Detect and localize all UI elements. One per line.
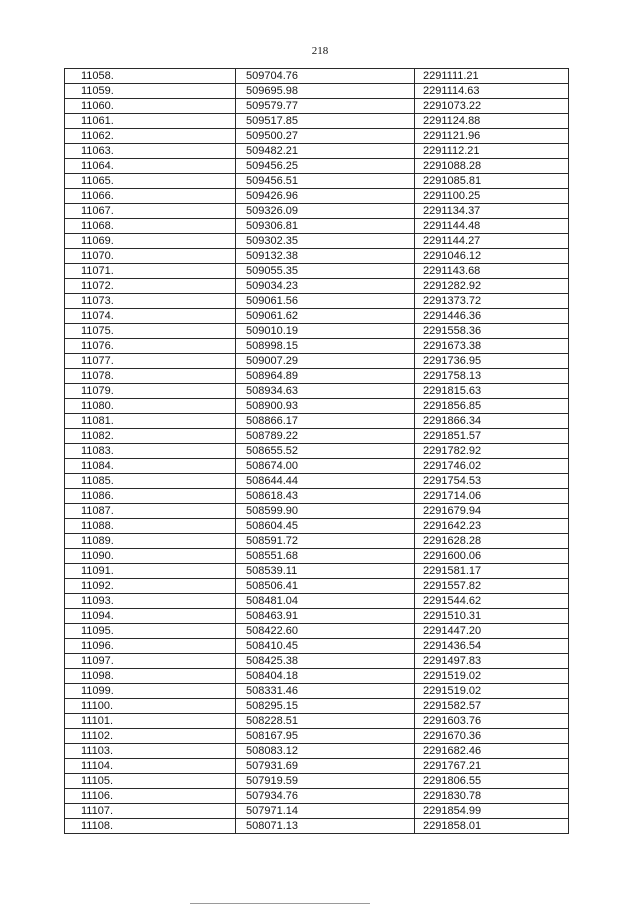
- point-number-cell: 11058.: [65, 69, 236, 84]
- point-number-cell: 11063.: [65, 144, 236, 159]
- y-coordinate-cell: 2291282.92: [415, 279, 569, 294]
- table-row: [65, 729, 569, 744]
- point-number-cell: 11067.: [65, 204, 236, 219]
- y-coordinate-cell: 2291557.82: [415, 579, 569, 594]
- x-coordinate-cell: 508167.95: [236, 729, 415, 744]
- x-coordinate-cell: 509007.29: [236, 354, 415, 369]
- table-row: [65, 369, 569, 384]
- table-row: [65, 69, 569, 84]
- y-coordinate-cell: 2291856.85: [415, 399, 569, 414]
- x-coordinate-cell: 508604.45: [236, 519, 415, 534]
- table-row: [65, 714, 569, 729]
- x-coordinate-cell: 507934.76: [236, 789, 415, 804]
- y-coordinate-cell: 2291866.34: [415, 414, 569, 429]
- x-coordinate-cell: 509704.76: [236, 69, 415, 84]
- point-number-cell: 11101.: [65, 714, 236, 729]
- point-number-cell: 11098.: [65, 669, 236, 684]
- y-coordinate-cell: 2291100.25: [415, 189, 569, 204]
- x-coordinate-cell: 507971.14: [236, 804, 415, 819]
- table-row: [65, 819, 569, 834]
- x-coordinate-cell: 508083.12: [236, 744, 415, 759]
- y-coordinate-cell: 2291114.63: [415, 84, 569, 99]
- point-number-cell: 11104.: [65, 759, 236, 774]
- table-row: [65, 384, 569, 399]
- point-number-cell: 11070.: [65, 249, 236, 264]
- x-coordinate-cell: 508228.51: [236, 714, 415, 729]
- y-coordinate-cell: 2291111.21: [415, 69, 569, 84]
- x-coordinate-cell: 508481.04: [236, 594, 415, 609]
- point-number-cell: 11090.: [65, 549, 236, 564]
- point-number-cell: 11066.: [65, 189, 236, 204]
- y-coordinate-cell: 2291851.57: [415, 429, 569, 444]
- point-number-cell: 11073.: [65, 294, 236, 309]
- table-row: [65, 624, 569, 639]
- x-coordinate-cell: 509010.19: [236, 324, 415, 339]
- point-number-cell: 11068.: [65, 219, 236, 234]
- table-row: [65, 654, 569, 669]
- x-coordinate-cell: 509482.21: [236, 144, 415, 159]
- y-coordinate-cell: 2291758.13: [415, 369, 569, 384]
- x-coordinate-cell: 509302.35: [236, 234, 415, 249]
- point-number-cell: 11062.: [65, 129, 236, 144]
- x-coordinate-cell: 508655.52: [236, 444, 415, 459]
- point-number-cell: 11065.: [65, 174, 236, 189]
- table-row: [65, 744, 569, 759]
- table-row: [65, 174, 569, 189]
- table-row: [65, 159, 569, 174]
- y-coordinate-cell: 2291714.06: [415, 489, 569, 504]
- point-number-cell: 11095.: [65, 624, 236, 639]
- table-row: [65, 594, 569, 609]
- x-coordinate-cell: 508599.90: [236, 504, 415, 519]
- y-coordinate-cell: 2291582.57: [415, 699, 569, 714]
- x-coordinate-cell: 508674.00: [236, 459, 415, 474]
- table-row: [65, 789, 569, 804]
- x-coordinate-cell: 508539.11: [236, 564, 415, 579]
- point-number-cell: 11059.: [65, 84, 236, 99]
- table-row: [65, 264, 569, 279]
- x-coordinate-cell: 507931.69: [236, 759, 415, 774]
- y-coordinate-cell: 2291854.99: [415, 804, 569, 819]
- y-coordinate-cell: 2291144.27: [415, 234, 569, 249]
- table-row: [65, 429, 569, 444]
- point-number-cell: 11077.: [65, 354, 236, 369]
- point-number-cell: 11081.: [65, 414, 236, 429]
- table-row: [65, 189, 569, 204]
- point-number-cell: 11075.: [65, 324, 236, 339]
- x-coordinate-cell: 508618.43: [236, 489, 415, 504]
- bottom-scan-line: [190, 903, 370, 904]
- point-number-cell: 11097.: [65, 654, 236, 669]
- x-coordinate-cell: 508295.15: [236, 699, 415, 714]
- x-coordinate-cell: 507919.59: [236, 774, 415, 789]
- point-number-cell: 11071.: [65, 264, 236, 279]
- table-row: [65, 534, 569, 549]
- y-coordinate-cell: 2291603.76: [415, 714, 569, 729]
- x-coordinate-cell: 508998.15: [236, 339, 415, 354]
- x-coordinate-cell: 508551.68: [236, 549, 415, 564]
- point-number-cell: 11087.: [65, 504, 236, 519]
- table-row: [65, 474, 569, 489]
- table-body: [65, 69, 569, 834]
- point-number-cell: 11069.: [65, 234, 236, 249]
- y-coordinate-cell: 2291815.63: [415, 384, 569, 399]
- y-coordinate-cell: 2291143.68: [415, 264, 569, 279]
- table-row: [65, 549, 569, 564]
- point-number-cell: 11072.: [65, 279, 236, 294]
- y-coordinate-cell: 2291673.38: [415, 339, 569, 354]
- page-number: 218: [311, 45, 329, 57]
- y-coordinate-cell: 2291642.23: [415, 519, 569, 534]
- x-coordinate-cell: 508900.93: [236, 399, 415, 414]
- table-row: [65, 339, 569, 354]
- x-coordinate-cell: 509306.81: [236, 219, 415, 234]
- y-coordinate-cell: 2291682.46: [415, 744, 569, 759]
- x-coordinate-cell: 508331.46: [236, 684, 415, 699]
- table-row: [65, 444, 569, 459]
- table-row: [65, 774, 569, 789]
- x-coordinate-cell: 508644.44: [236, 474, 415, 489]
- x-coordinate-cell: 509456.51: [236, 174, 415, 189]
- x-coordinate-cell: 508463.91: [236, 609, 415, 624]
- table-row: [65, 804, 569, 819]
- x-coordinate-cell: 509579.77: [236, 99, 415, 114]
- y-coordinate-cell: 2291736.95: [415, 354, 569, 369]
- x-coordinate-cell: 508789.22: [236, 429, 415, 444]
- point-number-cell: 11099.: [65, 684, 236, 699]
- table-row: [65, 519, 569, 534]
- y-coordinate-cell: 2291144.48: [415, 219, 569, 234]
- x-coordinate-cell: 509061.56: [236, 294, 415, 309]
- table-row: [65, 459, 569, 474]
- point-number-cell: 11064.: [65, 159, 236, 174]
- point-number-cell: 11084.: [65, 459, 236, 474]
- y-coordinate-cell: 2291112.21: [415, 144, 569, 159]
- x-coordinate-cell: 509132.38: [236, 249, 415, 264]
- point-number-cell: 11100.: [65, 699, 236, 714]
- table-row: [65, 639, 569, 654]
- y-coordinate-cell: 2291679.94: [415, 504, 569, 519]
- x-coordinate-cell: 509034.23: [236, 279, 415, 294]
- table-row: [65, 129, 569, 144]
- point-number-cell: 11085.: [65, 474, 236, 489]
- point-number-cell: 11076.: [65, 339, 236, 354]
- y-coordinate-cell: 2291600.06: [415, 549, 569, 564]
- point-number-cell: 11093.: [65, 594, 236, 609]
- table-row: [65, 324, 569, 339]
- point-number-cell: 11086.: [65, 489, 236, 504]
- y-coordinate-cell: 2291497.83: [415, 654, 569, 669]
- point-number-cell: 11108.: [65, 819, 236, 834]
- point-number-cell: 11082.: [65, 429, 236, 444]
- y-coordinate-cell: 2291581.17: [415, 564, 569, 579]
- point-number-cell: 11079.: [65, 384, 236, 399]
- y-coordinate-cell: 2291088.28: [415, 159, 569, 174]
- table-row: [65, 564, 569, 579]
- x-coordinate-cell: 508410.45: [236, 639, 415, 654]
- x-coordinate-cell: 509426.96: [236, 189, 415, 204]
- x-coordinate-cell: 508591.72: [236, 534, 415, 549]
- point-number-cell: 11102.: [65, 729, 236, 744]
- x-coordinate-cell: 509326.09: [236, 204, 415, 219]
- x-coordinate-cell: 508964.89: [236, 369, 415, 384]
- y-coordinate-cell: 2291519.02: [415, 684, 569, 699]
- y-coordinate-cell: 2291767.21: [415, 759, 569, 774]
- table-row: [65, 84, 569, 99]
- point-number-cell: 11096.: [65, 639, 236, 654]
- y-coordinate-cell: 2291124.88: [415, 114, 569, 129]
- y-coordinate-cell: 2291558.36: [415, 324, 569, 339]
- x-coordinate-cell: 509517.85: [236, 114, 415, 129]
- x-coordinate-cell: 508934.63: [236, 384, 415, 399]
- y-coordinate-cell: 2291830.78: [415, 789, 569, 804]
- table-row: [65, 294, 569, 309]
- x-coordinate-cell: 508404.18: [236, 669, 415, 684]
- table-row: [65, 279, 569, 294]
- point-number-cell: 11103.: [65, 744, 236, 759]
- y-coordinate-cell: 2291134.37: [415, 204, 569, 219]
- table-row: [65, 204, 569, 219]
- table-row: [65, 414, 569, 429]
- point-number-cell: 11105.: [65, 774, 236, 789]
- table-row: [65, 504, 569, 519]
- y-coordinate-cell: 2291121.96: [415, 129, 569, 144]
- table-row: [65, 684, 569, 699]
- coordinate-table: [64, 68, 569, 834]
- table-row: [65, 249, 569, 264]
- point-number-cell: 11089.: [65, 534, 236, 549]
- y-coordinate-cell: 2291544.62: [415, 594, 569, 609]
- y-coordinate-cell: 2291046.12: [415, 249, 569, 264]
- point-number-cell: 11061.: [65, 114, 236, 129]
- point-number-cell: 11091.: [65, 564, 236, 579]
- table-row: [65, 234, 569, 249]
- x-coordinate-cell: 509500.27: [236, 129, 415, 144]
- x-coordinate-cell: 509695.98: [236, 84, 415, 99]
- table-row: [65, 579, 569, 594]
- point-number-cell: 11080.: [65, 399, 236, 414]
- x-coordinate-cell: 509061.62: [236, 309, 415, 324]
- y-coordinate-cell: 2291436.54: [415, 639, 569, 654]
- x-coordinate-cell: 508866.17: [236, 414, 415, 429]
- point-number-cell: 11060.: [65, 99, 236, 114]
- table-row: [65, 609, 569, 624]
- table-row: [65, 144, 569, 159]
- y-coordinate-cell: 2291782.92: [415, 444, 569, 459]
- y-coordinate-cell: 2291085.81: [415, 174, 569, 189]
- table-row: [65, 99, 569, 114]
- table-row: [65, 759, 569, 774]
- table-row: [65, 489, 569, 504]
- y-coordinate-cell: 2291806.55: [415, 774, 569, 789]
- x-coordinate-cell: 508071.13: [236, 819, 415, 834]
- y-coordinate-cell: 2291519.02: [415, 669, 569, 684]
- table-row: [65, 219, 569, 234]
- x-coordinate-cell: 508425.38: [236, 654, 415, 669]
- y-coordinate-cell: 2291754.53: [415, 474, 569, 489]
- y-coordinate-cell: 2291373.72: [415, 294, 569, 309]
- y-coordinate-cell: 2291447.20: [415, 624, 569, 639]
- point-number-cell: 11092.: [65, 579, 236, 594]
- y-coordinate-cell: 2291670.36: [415, 729, 569, 744]
- point-number-cell: 11106.: [65, 789, 236, 804]
- point-number-cell: 11107.: [65, 804, 236, 819]
- table-row: [65, 699, 569, 714]
- x-coordinate-cell: 508506.41: [236, 579, 415, 594]
- point-number-cell: 11094.: [65, 609, 236, 624]
- table-row: [65, 309, 569, 324]
- y-coordinate-cell: 2291073.22: [415, 99, 569, 114]
- point-number-cell: 11078.: [65, 369, 236, 384]
- y-coordinate-cell: 2291858.01: [415, 819, 569, 834]
- x-coordinate-cell: 509055.35: [236, 264, 415, 279]
- y-coordinate-cell: 2291746.02: [415, 459, 569, 474]
- table-row: [65, 669, 569, 684]
- point-number-cell: 11088.: [65, 519, 236, 534]
- point-number-cell: 11083.: [65, 444, 236, 459]
- point-number-cell: 11074.: [65, 309, 236, 324]
- table-row: [65, 399, 569, 414]
- x-coordinate-cell: 509456.25: [236, 159, 415, 174]
- y-coordinate-cell: 2291510.31: [415, 609, 569, 624]
- x-coordinate-cell: 508422.60: [236, 624, 415, 639]
- y-coordinate-cell: 2291628.28: [415, 534, 569, 549]
- y-coordinate-cell: 2291446.36: [415, 309, 569, 324]
- table-row: [65, 354, 569, 369]
- table-row: [65, 114, 569, 129]
